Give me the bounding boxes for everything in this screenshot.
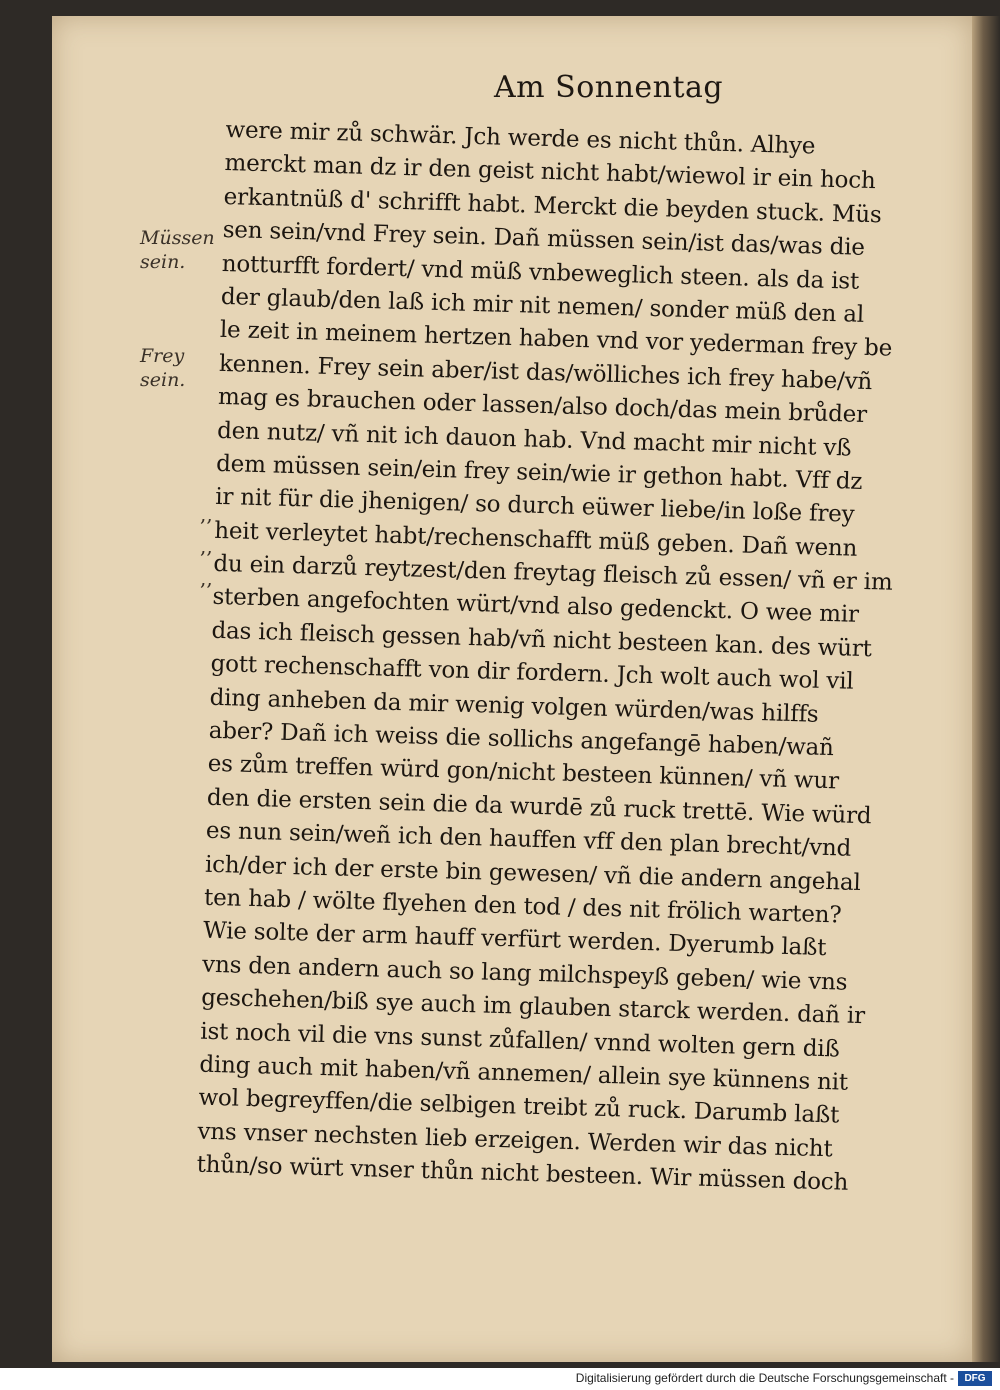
text-line: es zům treffen würd gon/nicht besteen künnen/ vñ wur bbox=[207, 751, 840, 795]
text-line: aber? Dañ ich weiss die sollichs angefangē haben/wañ bbox=[208, 717, 835, 762]
dfg-logo: DFG bbox=[958, 1371, 992, 1386]
text-line: den nutz/ vñ nit ich dauon hab. Vnd macht mir nicht vß bbox=[216, 417, 852, 462]
text-line: den die ersten sein die da wurdē zů ruck trettē. Wie würd bbox=[206, 784, 872, 830]
quotation-mark: ,, bbox=[200, 566, 213, 590]
text-line: mag es brauchen oder lassen/also doch/das mein brůder bbox=[217, 384, 868, 429]
text-line: das ich fleisch gessen hab/vñ nicht besteen kan. des würt bbox=[211, 617, 873, 663]
text-line: vns vnser nechsten lieb erzeigen. Werden wir das nicht bbox=[197, 1118, 833, 1163]
text-line: le zeit in meinem hertzen haben vnd vor yederman frey be bbox=[219, 317, 893, 363]
text-line: notturfft fordert/ vnd müß vnbeweglich steen. als da ist bbox=[221, 250, 860, 295]
text-line: Wie solte der arm hauff verfürt werden. Dyerumb laßt bbox=[202, 918, 827, 962]
text-line: der glaub/den laß ich mir nit nemen/ sonder müß den al bbox=[220, 283, 865, 328]
running-head: Am Sonnentag bbox=[494, 70, 724, 105]
quotation-mark: ,, bbox=[200, 534, 213, 558]
text-line: wol begreyffen/die selbigen treibt zů ruck. Darumb laßt bbox=[198, 1084, 840, 1129]
text-line: heit verleytet habt/rechenschafft müß geben. Dañ wenn bbox=[214, 517, 858, 562]
body-text bbox=[196, 114, 916, 1201]
marginal-note: Frey sein. bbox=[140, 345, 186, 391]
text-line: thůn/so würt vnser thůn nicht besteen. Wir müssen doch bbox=[196, 1151, 849, 1196]
text-line: sen sein/vnd Frey sein. Dañ müssen sein/ist das/was die bbox=[222, 217, 866, 262]
text-line: ich/der ich der erste bin gewesen/ vñ die andern angehal bbox=[204, 851, 861, 896]
text-line: kennen. Frey sein aber/ist das/wölliches ich frey habe/vñ bbox=[218, 350, 873, 395]
text-line: gott rechenschafft von dir fordern. Jch wolt auch wol vil bbox=[210, 651, 854, 695]
quotation-mark: ,, bbox=[200, 502, 213, 526]
text-line: ist noch vil die vns sunst zůfallen/ vnnd wolten gern diß bbox=[200, 1018, 840, 1063]
text-line: were mir zů schwär. Jch werde es nicht thůn. Alhye bbox=[225, 116, 816, 160]
footer-bar bbox=[0, 1368, 1000, 1390]
text-line: geschehen/biß sye auch im glauben starck werden. dañ ir bbox=[200, 984, 866, 1030]
text-line: merckt man dz ir den geist nicht habt/wiewol ir ein hoch bbox=[224, 150, 876, 195]
text-line: dem müssen sein/ein frey sein/wie ir gethon habt. Vff dz bbox=[215, 450, 863, 495]
text-line: ten hab / wölte flyehen den tod / des nit frölich warten? bbox=[203, 884, 842, 929]
text-line: du ein darzů reytzest/den freytag fleisch zů essen/ vñ er im bbox=[213, 550, 893, 596]
text-line: es nun sein/weñ ich den hauffen vff den plan brecht/vnd bbox=[205, 817, 852, 862]
text-line: ir nit für die jhenigen/ so durch eüwer liebe/in loße frey bbox=[214, 484, 855, 528]
text-line: ding auch mit haben/vñ annemen/ allein sye künnens nit bbox=[199, 1051, 849, 1096]
text-line: sterben angefochten würt/vnd also gedenckt. O wee mir bbox=[212, 584, 860, 629]
text-line: ding anheben da mir wenig volgen würden/was hilffs bbox=[209, 684, 819, 728]
text-line: vns den andern auch so lang milchspeyß geben/ wie vns bbox=[201, 951, 848, 996]
page-edge bbox=[972, 16, 1000, 1362]
text-line: erkantnüß d' schrifft habt. Merckt die beyden stuck. Müs bbox=[223, 183, 882, 229]
funding-credit: Digitalisierung gefördert durch die Deutsche Forschungsgemeinschaft - bbox=[575, 1371, 954, 1385]
marginal-note: Müssen sein. bbox=[140, 227, 215, 273]
